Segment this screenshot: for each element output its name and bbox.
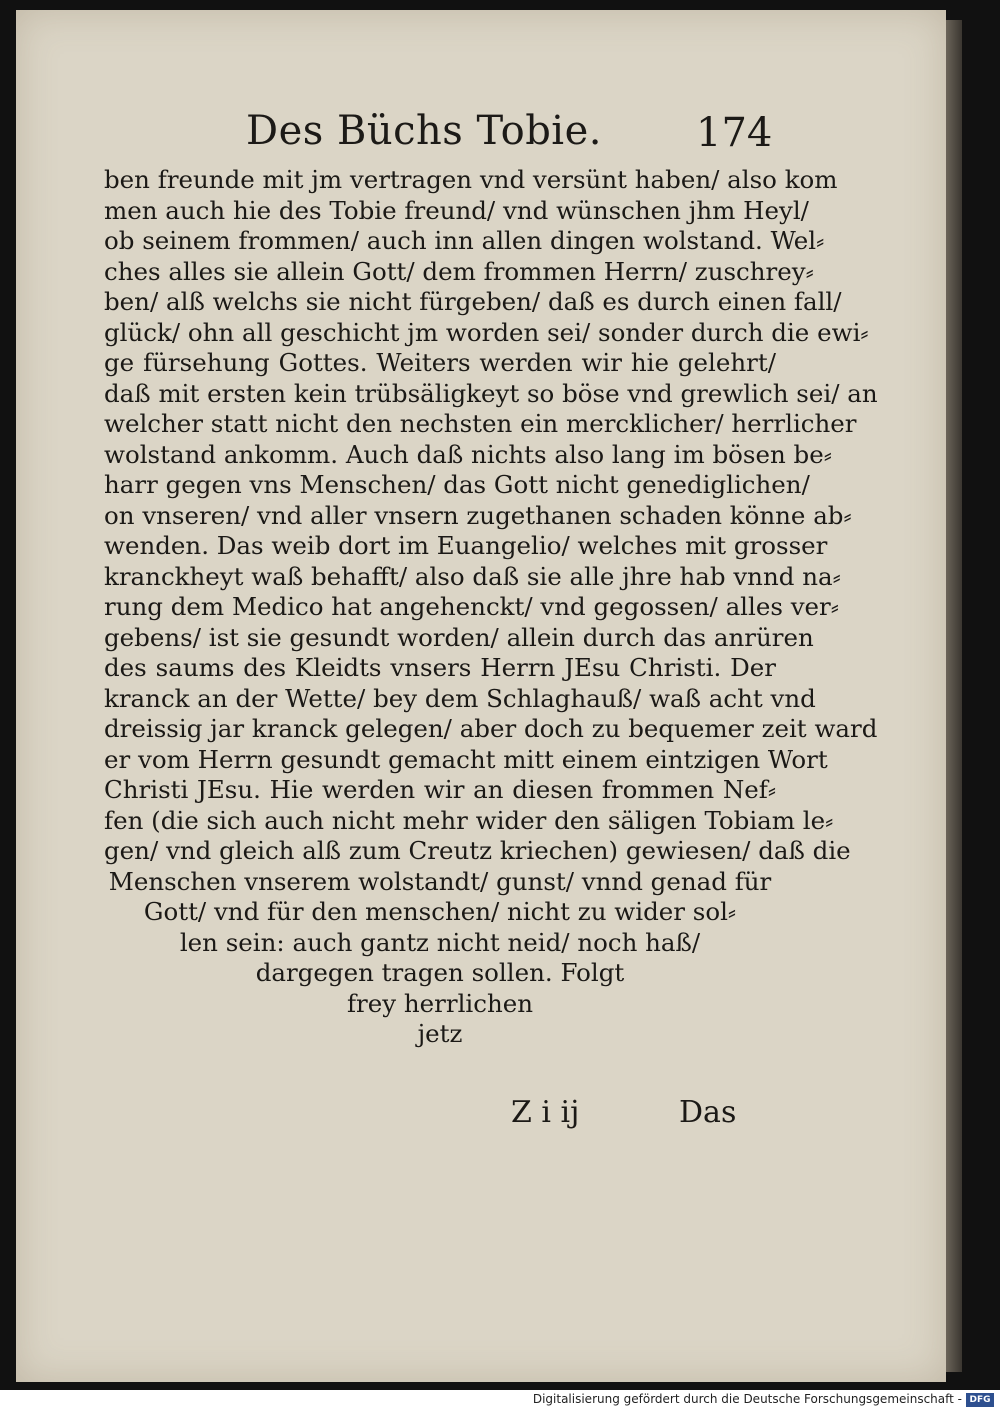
text-line: ches alles sie allein Gott/ dem frommen Herrn/ zuschrey⸗: [104, 256, 814, 286]
text-line: er vom Herrn gesundt gemacht mitt einem eintzigen Wort: [104, 744, 828, 774]
signature-mark: Z i ij: [511, 1095, 580, 1130]
text-line: gebens/ ist sie gesundt worden/ allein durch das anrüren: [104, 622, 814, 652]
text-line: wenden. Das weib dort im Euangelio/ welches mit grosser: [104, 531, 828, 560]
text-line: kranck an der Wette/ bey dem Schlaghauß/ waß acht vnd: [104, 683, 816, 713]
funding-notice: Digitalisierung gefördert durch die Deutsche Forschungsgemeinschaft -: [532, 1392, 962, 1406]
text-line: rung dem Medico hat angehenckt/ vnd gegossen/ alles ver⸗: [104, 592, 839, 621]
text-line: jetz: [417, 1019, 463, 1048]
text-line: Menschen vnserem wolstandt/ gunst/ vnnd genad für: [108, 866, 772, 896]
page-number: 174: [696, 110, 773, 156]
text-line: gen/ vnd gleich alß zum Creutz kriechen) gewiesen/ daß die: [104, 836, 851, 865]
text-line: Christi JEsu. Hie werden wir an diesen frommen Nef⸗: [104, 775, 776, 804]
text-line: wolstand ankomm. Auch daß nichts also lang im bösen be⸗: [104, 439, 832, 469]
text-line: kranckheyt waß behafft/ also daß sie alle jhre hab vnnd na⸗: [104, 561, 841, 591]
text-line: ben freunde mit jm vertragen vnd versünt haben/ also kom: [104, 165, 838, 194]
catchword: Das: [679, 1095, 737, 1130]
book-page: [16, 10, 946, 1382]
text-line: ob seinem frommen/ auch inn allen dingen wolstand. Wel⸗: [104, 226, 825, 255]
text-line: dargegen tragen sollen. Folgt: [255, 958, 625, 987]
text-line: men auch hie des Tobie freund/ vnd wünschen jhm Heyl/: [104, 195, 809, 225]
text-line: fen (die sich auch nicht mehr wider den säligen Tobiam le⸗: [104, 805, 834, 835]
text-line: len sein: auch gantz nicht neid/ noch haß/: [179, 927, 701, 957]
text-line: on vnseren/ vnd aller vnsern zugethanen schaden könne ab⸗: [104, 500, 852, 530]
text-line: frey herrlichen: [346, 988, 534, 1018]
text-line: welcher statt nicht den nechsten ein mercklicher/ herrlicher: [104, 409, 857, 438]
text-line: harr gegen vns Menschen/ das Gott nicht genediglichen/: [104, 470, 810, 499]
footer-bar: [0, 1390, 1000, 1410]
text-line: daß mit ersten kein trübsäligkeyt so böse vnd grewlich sei/ an: [104, 378, 878, 408]
page-edge: [946, 20, 962, 1372]
running-head-title: Des Büchs Tobie.: [246, 108, 602, 154]
text-line: glück/ ohn all geschicht jm worden sei/ sonder durch die ewi⸗: [104, 317, 869, 347]
dfg-logo: DFG: [966, 1393, 994, 1407]
body-text: [104, 165, 878, 1050]
text-line: des saums des Kleidts vnsers Herrn JEsu Christi. Der: [104, 653, 776, 682]
catchline: [16, 1095, 946, 1135]
text-line: ge fürsehung Gottes. Weiters werden wir hie gelehrt/: [104, 348, 776, 377]
text-line: dreissig jar kranck gelegen/ aber doch zu bequemer zeit ward: [104, 714, 878, 743]
text-line: ben/ alß welchs sie nicht fürgeben/ daß es durch einen fall/: [104, 287, 842, 316]
text-line: Gott/ vnd für den menschen/ nicht zu wider sol⸗: [143, 897, 737, 926]
